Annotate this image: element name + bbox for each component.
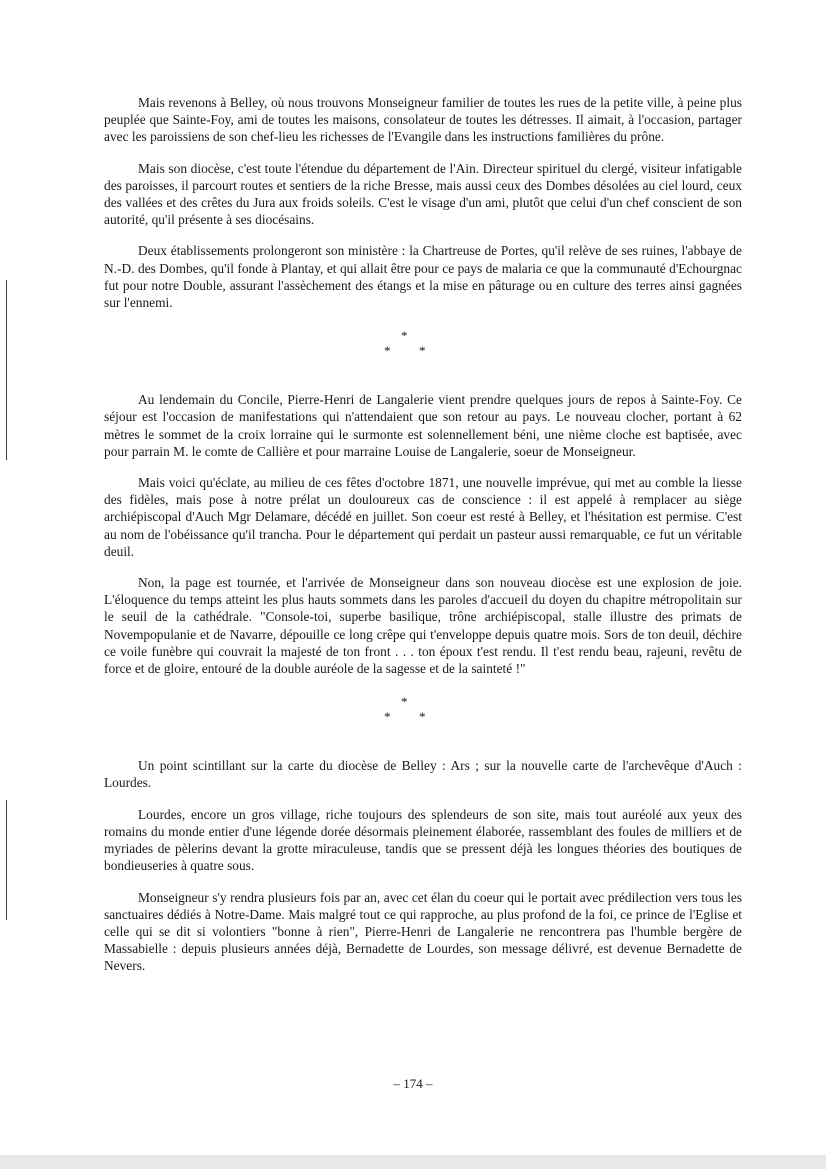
page-number: – 174 – (393, 1076, 433, 1091)
paragraph-4: Au lendemain du Concile, Pierre-Henri de Langalerie vient prendre quelques jours de repos à Sainte-Foy. Ce séjour est l'occasion de manifestations qui n'attendaient que son retour au pays. Le nouveau clocher, portant à 62 mètres le sommet de la croix lorraine qui le surmonte est solennellement béni, une nième cloche est baptisée, avec pour parrain M. le comte de Callière et pour marraine Louise de Langalerie, soeur de Monseigneur. (104, 392, 742, 459)
asterisk-mark: * (401, 328, 408, 344)
paragraph-5: Mais voici qu'éclate, au milieu de ces fêtes d'octobre 1871, une nouvelle imprévue, qui met au comble la liesse des fidèles, mais pose à notre prélat un douloureux cas de conscience : il est appelé à remplacer au siège archiépiscopal d'Auch Mgr Delamare, décédé en juillet. Son coeur est resté à Belley, et l'hésitation est permise. C'est au nom de l'obéissance qu'il trancha. Pour le département qui perdait un pasteur aussi remarquable, ce fut un véritable deuil. (104, 475, 742, 559)
paragraph-3: Deux établissements prolongeront son ministère : la Chartreuse de Portes, qu'il relève de ses ruines, l'abbaye de N.-D. des Dombes, qu'il fonde à Plantay, et qui allait être pour ce pays de malaria ce que la communauté d'Echourgnac fut pour notre Double, assurant l'assèchement des étangs et la mise en pâturage ou en culture des terres ainsi gagnées sur l'ennemi. (104, 243, 742, 311)
document-page (104, 94, 742, 989)
asterisk-mark: * (384, 709, 391, 725)
paragraph-8: Lourdes, encore un gros village, riche toujours des splendeurs de son site, mais tout auréolé aux yeux des romains du monde entier d'une légende dorée désormais pleinement élaborée, rassemblant des foules de milliers et de myriades de pèlerins devant la grotte miraculeuse, tandis que se pressent déjà les longues théories des boutiques de bondieuseries à quatre sous. (104, 806, 742, 874)
paragraph-6: Non, la page est tournée, et l'arrivée de Monseigneur dans son nouveau diocèse est une explosion de joie. L'éloquence du temps atteint les plus hauts sommets dans les paroles d'accueil du doyen du chapitre métropolitain sur le seuil de la cathédrale. "Console-toi, superbe basilique, trône archiépiscopal, stalle illustre des primats de Novempopulanie et de Navarre, dépouille ce long crêpe qui t'enveloppe depuis quatre mois. Sors de ton deuil, déchire ce voile funèbre qui couvrait la majesté de ton front . . . ton époux t'est rendu. Il t'est rendu beau, rajeuni, revêtu de force et de gloire, entouré de la double auréole de la sagesse et de la sainteté !" (104, 575, 742, 677)
section-separator-1 (104, 329, 742, 369)
asterisk-mark: * (384, 343, 391, 359)
asterisk-mark: * (401, 694, 408, 710)
asterisk-mark: * (419, 343, 426, 359)
paragraph-7: Un point scintillant sur la carte du diocèse de Belley : Ars ; sur la nouvelle carte de l'archevêque d'Auch : Lourdes. (104, 758, 742, 791)
paragraph-1: Mais revenons à Belley, où nous trouvons Monseigneur familier de toutes les rues de la petite ville, à peine plus peuplée que Sainte-Foy, ami de toutes les maisons, consolateur de toutes les détresses. Il aimait, à l'occasion, partager avec les paroissiens de son chef-lieu les richesses de l'Evangile dans les instructions familières du prône. (104, 95, 742, 145)
paragraph-9: Monseigneur s'y rendra plusieurs fois par an, avec cet élan du coeur qui le portait avec prédilection vers tous les sanctuaires dédiés à Notre-Dame. Mais malgré tout ce qui rapproche, au plus profond de la foi, ce prince de l'Eglise et celle qui se dit si volontiers "bonne à rien", Pierre-Henri de Langalerie ne rencontrera pas l'humble bergère de Massabielle : depuis plusieurs années déjà, Bernadette de Lourdes, son message délivré, est devenue Bernadette de Nevers. (104, 889, 742, 974)
scan-bottom-edge (0, 1155, 826, 1169)
section-separator-2 (104, 695, 742, 735)
paragraph-2: Mais son diocèse, c'est toute l'étendue du département de l'Ain. Directeur spirituel du clergé, visiteur infatigable des paroisses, il parcourt routes et sentiers de la riche Bresse, mais aussi ceux des Dombes désolées au ciel lourd, ceux des vallées et des crêtes du Jura aux froids soleils. C'est le visage d'un ami, plutôt que celui d'un chef conscient de son autorité, qu'il présente à ses diocésains. (104, 160, 742, 228)
scan-margin-mark-upper (6, 280, 7, 460)
asterisk-mark: * (419, 709, 426, 725)
scan-margin-mark-lower (6, 800, 7, 920)
